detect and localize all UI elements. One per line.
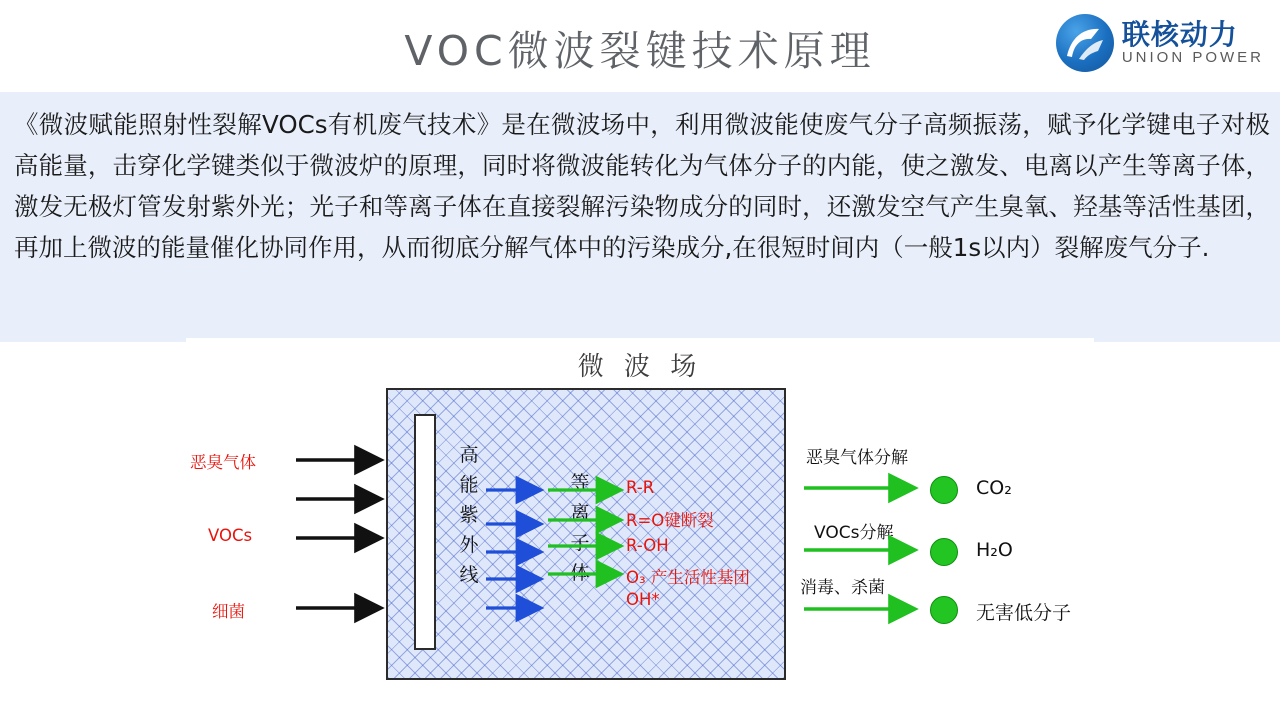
union-power-logo-icon: [1056, 14, 1114, 72]
logo-swoosh-icon: [1065, 26, 1105, 62]
output-product-3: 无害低分子: [976, 602, 1072, 624]
uv-char-3: 紫: [459, 504, 479, 526]
input-label-odor-gas: 恶臭气体: [190, 453, 256, 472]
uv-char-5: 线: [459, 564, 479, 586]
output-process-2: VOCs分解: [814, 523, 894, 543]
uv-lamp-tube: [414, 414, 436, 650]
product-dot-3: [930, 596, 958, 624]
output-process-1: 恶臭气体分解: [806, 448, 908, 468]
logo-name-cn: 联核动力: [1121, 19, 1238, 51]
uv-char-4: 外: [459, 534, 479, 556]
reaction-3: R-OH: [626, 536, 669, 555]
product-dot-2: [930, 538, 958, 566]
page-title: VOC微波裂键技术原理: [404, 27, 876, 75]
reaction-4: O₃ 产生活性基团: [626, 568, 750, 587]
process-diagram: [186, 338, 1094, 720]
logo-text: [1122, 20, 1264, 65]
uv-char-1: 高: [459, 444, 479, 466]
output-product-1: CO₂: [976, 477, 1012, 499]
input-label-vocs: VOCs: [208, 526, 253, 545]
plasma-column: [569, 468, 591, 588]
uv-char-2: 能: [459, 474, 479, 496]
reaction-5: OH*: [626, 590, 660, 609]
logo-name-en: UNION POWER: [1121, 48, 1264, 66]
output-product-2: H₂O: [976, 539, 1013, 561]
input-label-bacteria: 细菌: [212, 602, 245, 621]
uv-column: [458, 440, 480, 590]
product-dot-1: [930, 476, 958, 504]
intro-panel: [0, 92, 1280, 342]
plasma-char-3: 子: [570, 532, 590, 554]
brand-logo: [1056, 14, 1264, 72]
diagram-title: 微 波 场: [577, 352, 703, 382]
reaction-2: R=O键断裂: [626, 511, 714, 530]
plasma-char-2: 离: [570, 502, 590, 524]
plasma-char-4: 体: [570, 562, 590, 584]
intro-paragraph: 《微波赋能照射性裂解VOCs有机废气技术》是在微波场中，利用微波能使废气分子高频振荡，赋予化学键电子对极高能量，击穿化学键类似于微波炉的原理，同时将微波能转化为气体分子的内能，使之激发、电离以产生等离子体，激发无极灯管发射紫外光；光子和等离子体在直接裂解污染物成分的同时，还激发空气产生臭氧、羟基等活性基团，再加上微波的能量催化协同作用，从而彻底分解气体中的污染成分,在很短时间内（一般1s以内）裂解废气分子.: [14, 110, 1270, 262]
reaction-1: R-R: [626, 478, 655, 497]
inlet-arrows: [296, 460, 378, 608]
output-process-3: 消毒、杀菌: [800, 578, 885, 598]
plasma-char-1: 等: [570, 472, 590, 494]
page-header: [0, 0, 1280, 92]
